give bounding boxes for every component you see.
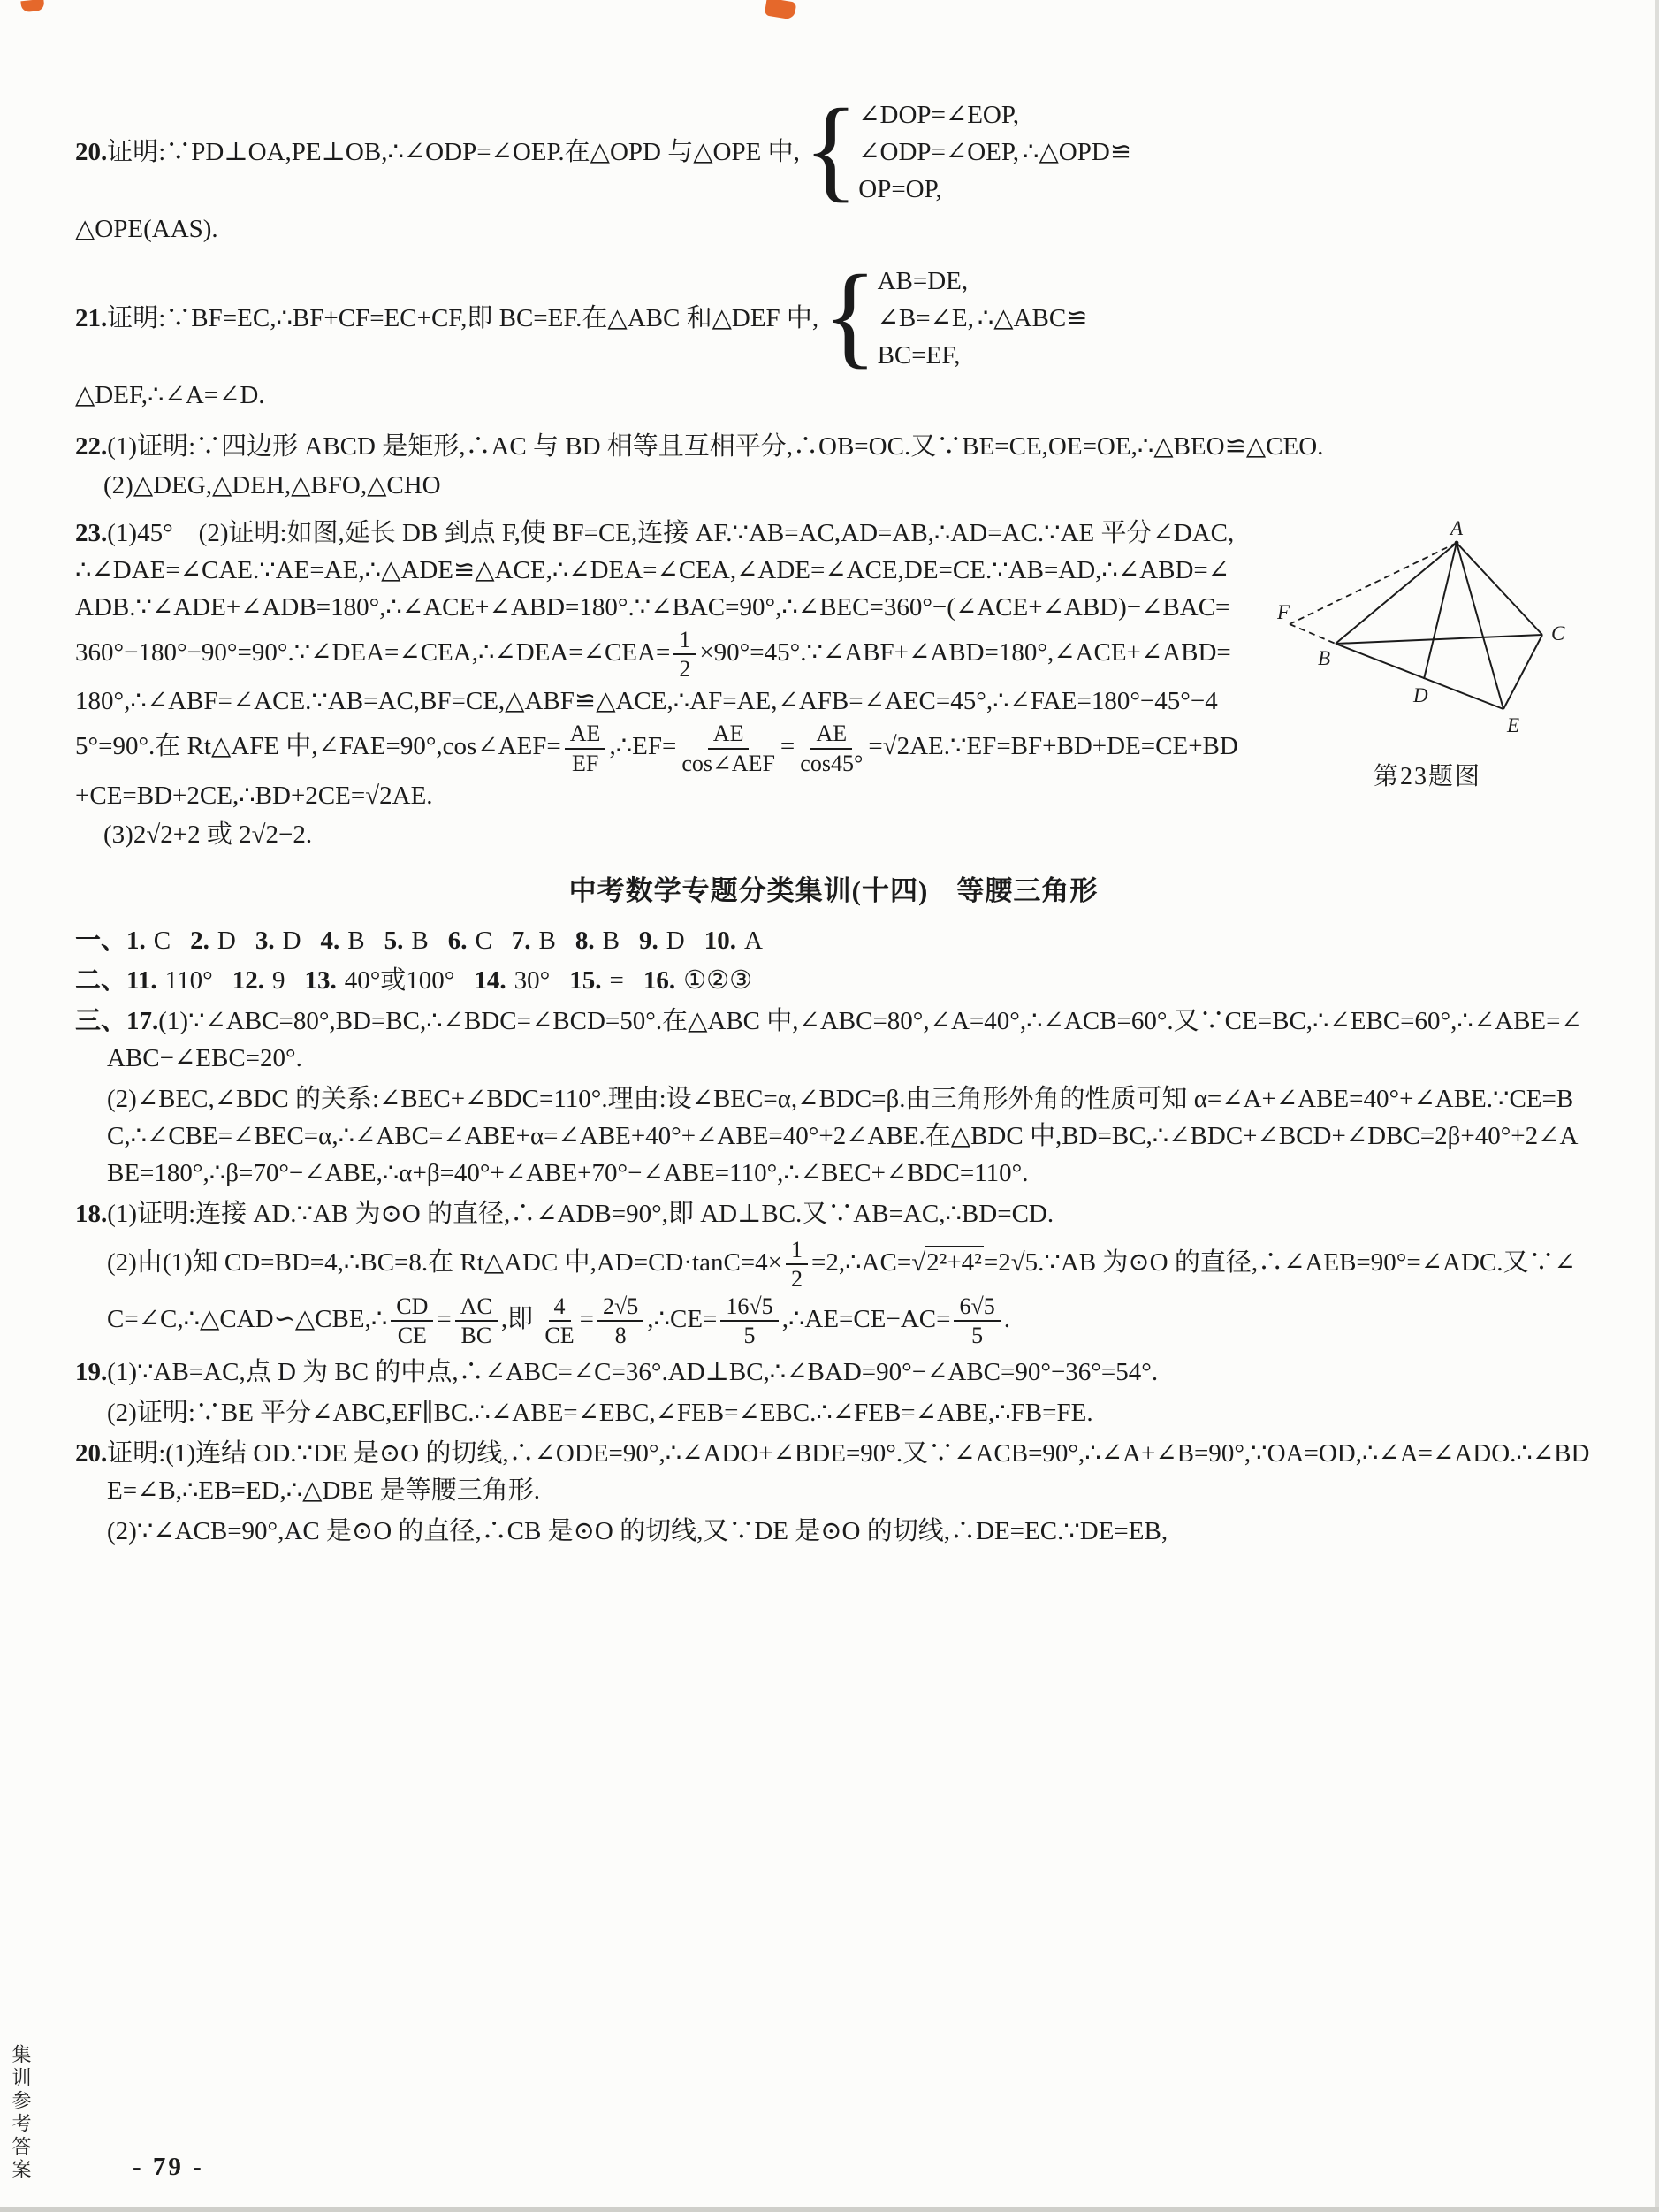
system-line: BC=EF, — [877, 341, 961, 370]
page-content — [75, 86, 1592, 1553]
left-brace: { — [803, 86, 859, 213]
answer-pair: 11. 110° — [126, 965, 213, 995]
problem-20-solution — [75, 86, 1592, 213]
solution-text: (1)∵∠ABC=80°,BD=BC,∴∠BDC=∠BCD=50°.在△ABC 中,∠ABC=80°,∠A=40°,∴∠ACB=60°.又∵CE=BC,∴∠EBC=60°,∴∠ABE=∠ABC−∠EBC=20°. — [107, 1006, 1582, 1072]
square-root: √2²+4² — [911, 1246, 984, 1277]
solution-text: ,∴AE=CE−AC= — [781, 1304, 951, 1333]
system-line: OP=OP, — [858, 175, 942, 203]
problem-number: 19. — [75, 1357, 108, 1386]
answer-pair: 3. D — [255, 926, 301, 955]
problem-number: 21. — [75, 304, 108, 332]
figure-caption: 第23题图 — [1373, 763, 1481, 790]
answer-pair: 10. A — [704, 926, 763, 955]
fraction-one-half: $\frac{1}{2}$ — [673, 626, 696, 683]
fraction-CD-CE: $\frac{CD}{CE}$ — [391, 1293, 433, 1349]
vertex-label-A: A — [1450, 520, 1464, 539]
problem-19-solution — [75, 1354, 1592, 1391]
solution-text: ∴△OPD≌ — [1023, 138, 1132, 166]
triangle-diagram — [1277, 520, 1578, 741]
solution-text: 证明:(1)连结 OD.∵DE 是⊙O 的切线,∴∠ODE=90°,∴∠ADO+∠BDE=90°.又∵∠ACB=90°,∴∠A+∠B=90°,∵OA=OD,∴∠A=∠ADO.∴∠BDE=∠B,∴EB=ED,∴△DBE 是等腰三角形. — [107, 1438, 1590, 1505]
problem-18-solution — [75, 1195, 1592, 1232]
fraction-16root5-5: $\frac{16√5}{5}$ — [720, 1293, 778, 1349]
solution-text: ,即 — [500, 1304, 540, 1333]
fraction-AC-BC: $\frac{AC}{BC}$ — [455, 1293, 498, 1349]
orange-scan-mark — [765, 0, 797, 20]
solution-text: ,∴CE= — [647, 1304, 718, 1333]
fraction-2root5-8: $\frac{2√5}{8}$ — [597, 1293, 643, 1349]
solution-text: = — [780, 732, 795, 761]
page-number: - 79 - — [133, 2153, 204, 2181]
fraction-AE-EF: $\frac{AE}{EF}$ — [565, 720, 606, 776]
system-line: ∠B=∠E, — [877, 304, 974, 332]
solution-text: (1)证明:连接 AD.∵AB 为⊙O 的直径,∴∠ADB=90°,即 AD⊥BC.又∵AB=AC,∴BD=CD. — [107, 1199, 1054, 1228]
fraction-4-CE: $\frac{4}{CE}$ — [544, 1293, 575, 1349]
row-label: 二、 — [75, 965, 127, 995]
solution-text: = — [437, 1304, 452, 1333]
problem-19-part2: (2)证明:∵BE 平分∠ABC,EF∥BC.∴∠ABE=∠EBC,∠FEB=∠EBC.∴∠FEB=∠ABE,∴FB=FE. — [107, 1398, 1093, 1427]
fraction-AE-cosAEF: $\frac{AE}{\text{cos∠AEF}}$ — [681, 721, 775, 776]
solution-text: ∴△ABC≌ — [977, 304, 1088, 332]
vertex-label-D: D — [1413, 684, 1428, 706]
answer-pair: 16. ①②③ — [643, 965, 753, 995]
section-title: 中考数学专题分类集训(十四) 等腰三角形 — [568, 874, 1099, 906]
solution-text: 证明:∵PD⊥OA,PE⊥OB,∴∠ODP=∠OEP.在△OPD 与△OPE 中, — [107, 138, 800, 166]
problem-number: 22. — [75, 432, 108, 461]
problem-number: 18. — [75, 1199, 108, 1228]
solution-text: (2)由(1)知 CD=BD=4,∴BC=8.在 Rt△ADC 中,AD=CD·tanC=4× — [107, 1247, 782, 1277]
vertex-label-E: E — [1507, 714, 1520, 736]
problem-23-solution — [75, 515, 1592, 814]
row-label: 三、 — [75, 1006, 127, 1035]
system-line: ∠ODP=∠OEP, — [858, 138, 1020, 166]
answer-pair: 9. D — [638, 926, 685, 955]
solution-text: =2,∴AC= — [811, 1247, 912, 1277]
vertex-label-C: C — [1551, 622, 1565, 645]
system-lines — [878, 263, 974, 374]
left-brace: { — [822, 252, 878, 379]
solution-text: . — [1003, 1304, 1010, 1333]
solution-text: =2√5.∵AB 为⊙O 的直径,∴∠AEB=90°=∠ADC.又∵∠C=∠C,∴△CAD∽△CBE,∴ — [107, 1247, 1576, 1333]
fill-in-answers-row — [75, 962, 1592, 999]
answer-pair: 4. B — [320, 926, 365, 955]
solution-text: 证明:∵BF=EC,∴BF+CF=EC+CF,即 BC=EF.在△ABC 和△DEF 中, — [107, 304, 819, 332]
problem-23-part3: (3)2√2+2 或 2√2−2. — [103, 820, 313, 849]
problem-number: 23. — [75, 519, 108, 547]
choice-answers-row — [75, 922, 1592, 959]
answer-pair: 1. C — [126, 926, 171, 955]
answer-pair: 2. D — [190, 926, 236, 955]
problem-20b-part2: (2)∵∠ACB=90°,AC 是⊙O 的直径,∴CB 是⊙O 的切线,又∵DE 是⊙O 的切线,∴DE=EC.∵DE=EB, — [107, 1516, 1168, 1545]
answer-pair: 8. B — [575, 926, 620, 955]
solution-text: =√2AE.∵EF=BF+BD+DE=CE+BD+CE=BD+2CE,∴BD+2CE=√2AE. — [75, 732, 1238, 810]
system-lines — [858, 96, 1019, 208]
scan-edge-right — [1655, 0, 1659, 2212]
scan-edge-bottom — [0, 2207, 1659, 2212]
problem-21-solution — [75, 252, 1592, 379]
answer-pair: 6. C — [447, 926, 492, 955]
equation-system — [803, 86, 1020, 213]
answer-pair: 12. 9 — [232, 965, 285, 995]
system-line: AB=DE, — [877, 267, 969, 295]
solution-continuation: △DEF,∴∠A=∠D. — [75, 381, 265, 409]
row-label: 一、 — [75, 926, 127, 955]
solution-text: ×90°=45°.∵∠ABF+∠ABD=180°,∠ACE+∠ABD=180°,∴∠ABF=∠ACE.∵AB=AC,BF=CE,△ABF≌△ACE,∴AF=AE,∠AFB=∠AEC=45°,∴∠FAE=180°−45°−45°=90°.在 Rt△AFE 中,∠FAE=90°,cos∠AEF= — [75, 637, 1231, 761]
problem-18-part2 — [107, 1236, 1592, 1350]
answer-pair: 14. 30° — [474, 965, 551, 995]
orange-scan-mark — [20, 0, 44, 12]
answer-pair: 7. B — [511, 926, 556, 955]
problem-17-part2: (2)∠BEC,∠BDC 的关系:∠BEC+∠BDC=110°.理由:设∠BEC=α,∠BDC=β.由三角形外角的性质可知 α=∠A+∠ABE=40°+∠ABE.∵CE=BC,∴∠CBE=∠BEC=α,∴∠ABC=∠ABE+α=∠ABE+40°+∠ABE=40°+2∠ABE.在△BDC 中,BD=BC,∴∠BDC+∠BCD+∠DBC=2β+40°+2∠ABE=180°,∴β=70°−∠ABE,∴α+β=40°+∠ABE+70°−∠ABE=110°,∴∠BEC+∠BDC=110°. — [107, 1084, 1579, 1187]
problem-number: 20. — [75, 1438, 108, 1468]
fraction-one-half: $\frac{1}{2}$ — [786, 1236, 808, 1293]
answer-pair: 13. 40°或100° — [304, 965, 455, 995]
solution-text: (1)∵AB=AC,点 D 为 BC 的中点,∴∠ABC=∠C=36°.AD⊥BC,∴∠BAD=90°−∠ABC=90°−36°=54°. — [107, 1357, 1159, 1386]
vertex-label-F: F — [1277, 601, 1290, 623]
problem-20b-solution — [75, 1435, 1592, 1509]
problem-17-solution — [75, 1003, 1592, 1077]
solution-text: ,∴EF= — [609, 732, 677, 761]
equation-system — [822, 252, 974, 379]
fraction-6root5-5: $\frac{6√5}{5}$ — [954, 1293, 1000, 1349]
answer-pair: 15. = — [569, 965, 624, 995]
solution-text: (1)45° (2)证明:如图,延长 DB 到点 F,使 BF=CE,连接 AF.∵AB=AC,AD=AB,∴AD=AC.∵AE 平分∠DAC,∴∠DAE=∠CAE.∵AE=AE,∴△ADE≌△ACE,∴∠DEA=∠CEA,∠ADE=∠ACE,DE=CE.∵AB=AD,∴∠ABD=∠ADB.∵∠ADE+∠ADB=180°,∴∠ACE+∠ABD=180°.∵∠BAC=90°,∴∠BEC=360°−(∠ACE+∠ABD)−∠BAC=360°−180°−90°=90°.∵∠DEA=∠CEA,∴∠DEA=∠CEA= — [75, 519, 1235, 667]
answer-pair: 5. B — [384, 926, 429, 955]
sidebar-booklet-label: 集训参考答案 — [10, 2044, 32, 2182]
system-line: ∠DOP=∠EOP, — [858, 101, 1020, 129]
problem-22-solution — [75, 428, 1592, 465]
solution-text: (1)证明:∵四边形 ABCD 是矩形,∴AC 与 BD 相等且互相平分,∴OB=OC.又∵BE=CE,OE=OE,∴△BEO≌△CEO. — [107, 432, 1324, 461]
problem-23-figure — [1263, 520, 1592, 796]
problem-number: 20. — [75, 138, 108, 166]
solution-text: = — [579, 1304, 594, 1333]
problem-22-part2: (2)△DEG,△DEH,△BFO,△CHO — [103, 471, 441, 500]
problem-number: 17. — [126, 1006, 159, 1035]
vertex-label-B: B — [1318, 647, 1331, 669]
fraction-AE-cos45: $\frac{AE}{\cos 45^\circ}$ — [800, 721, 864, 776]
solution-continuation: △OPE(AAS). — [75, 215, 218, 243]
